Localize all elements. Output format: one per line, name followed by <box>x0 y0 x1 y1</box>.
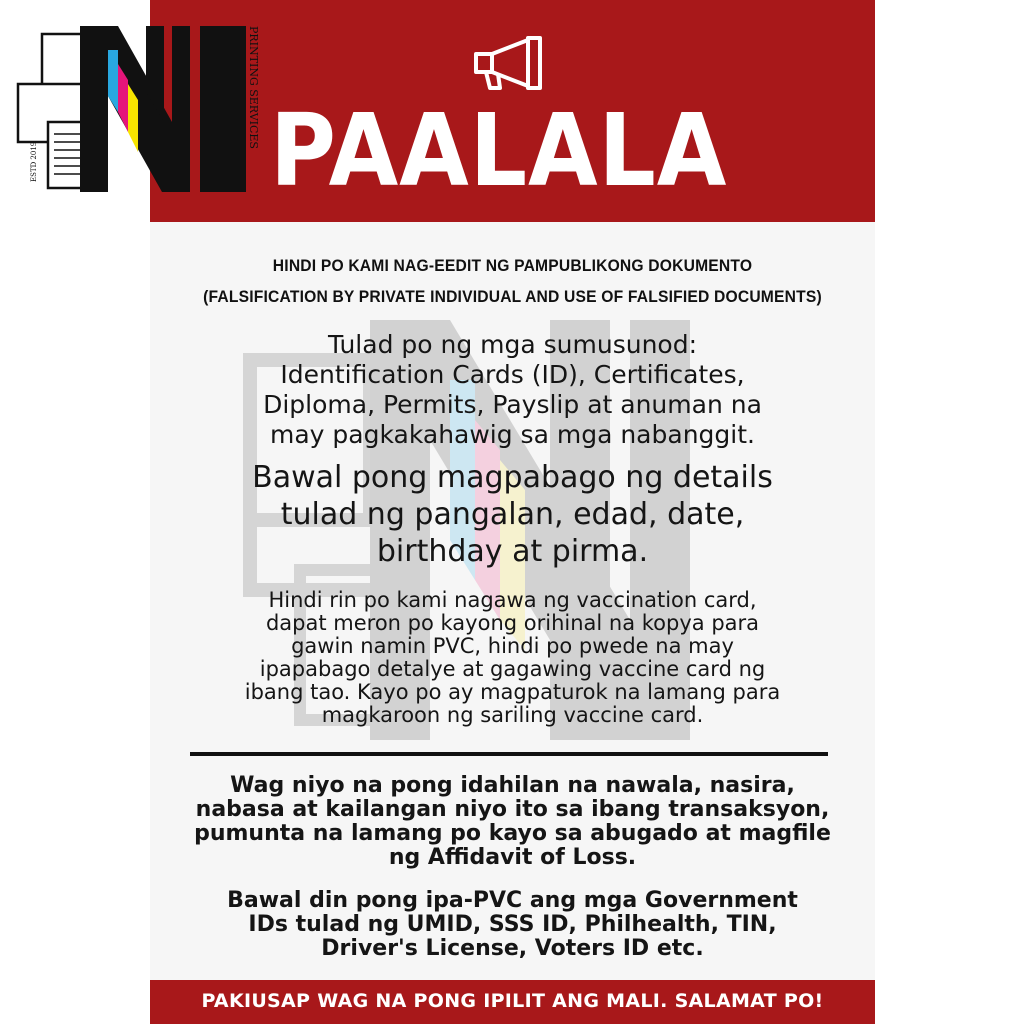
page-title: PAALALA <box>270 92 728 209</box>
affidavit-paragraph: Wag niyo na pong idahilan na nawala, nasira, nabasa at kailangan niyo ito sa ibang transaksyon, pumunta na lamang po kayo sa abugado at magfile ng Affidavit of Loss. <box>194 773 831 870</box>
examples-paragraph: Tulad po ng mga sumusunod: Identification Cards (ID), Certificates, Diploma, Permits, Payslip at anuman na may pagkakahawig sa mga nabanggit. <box>263 330 762 449</box>
footer-text: PAKIUSAP WAG NA PONG IPILIT ANG MALI. SALAMAT PO! <box>201 990 824 1012</box>
logo-vertical-text: PRINTING SERVICES <box>247 26 260 149</box>
government-ids-paragraph: Bawal din pong ipa-PVC ang mga Government IDs tulad ng UMID, SSS ID, Philhealth, TIN, Driver's License, Voters ID etc. <box>227 888 798 961</box>
logo <box>14 22 264 197</box>
vaccination-card-paragraph: Hindi rin po kami nagawa ng vaccination card, dapat meron po kayong orihinal na kopya para gawin namin PVC, hindi po pwede na may ipapabago detalye at gagawing vaccine card ng ibang tao. Kayo po ay magpaturok na lamang para magkaroon ng sariling vaccine card. <box>244 588 781 727</box>
footer-band <box>150 980 875 1024</box>
notice-line-2: (FALSIFICATION BY PRIVATE INDIVIDUAL AND USE OF FALSIFIED DOCUMENTS) <box>203 287 822 306</box>
divider <box>190 752 828 756</box>
notice-line-1: HINDI PO KAMI NAG-EEDIT NG PAMPUBLIKONG DOKUMENTO <box>272 256 753 275</box>
no-changes-paragraph: Bawal pong magpabago ng details tulad ng pangalan, edad, date, birthday at pirma. <box>252 460 773 569</box>
megaphone-icon <box>472 34 552 94</box>
svg-text:ESTD 2019: ESTD 2019 <box>30 141 38 182</box>
